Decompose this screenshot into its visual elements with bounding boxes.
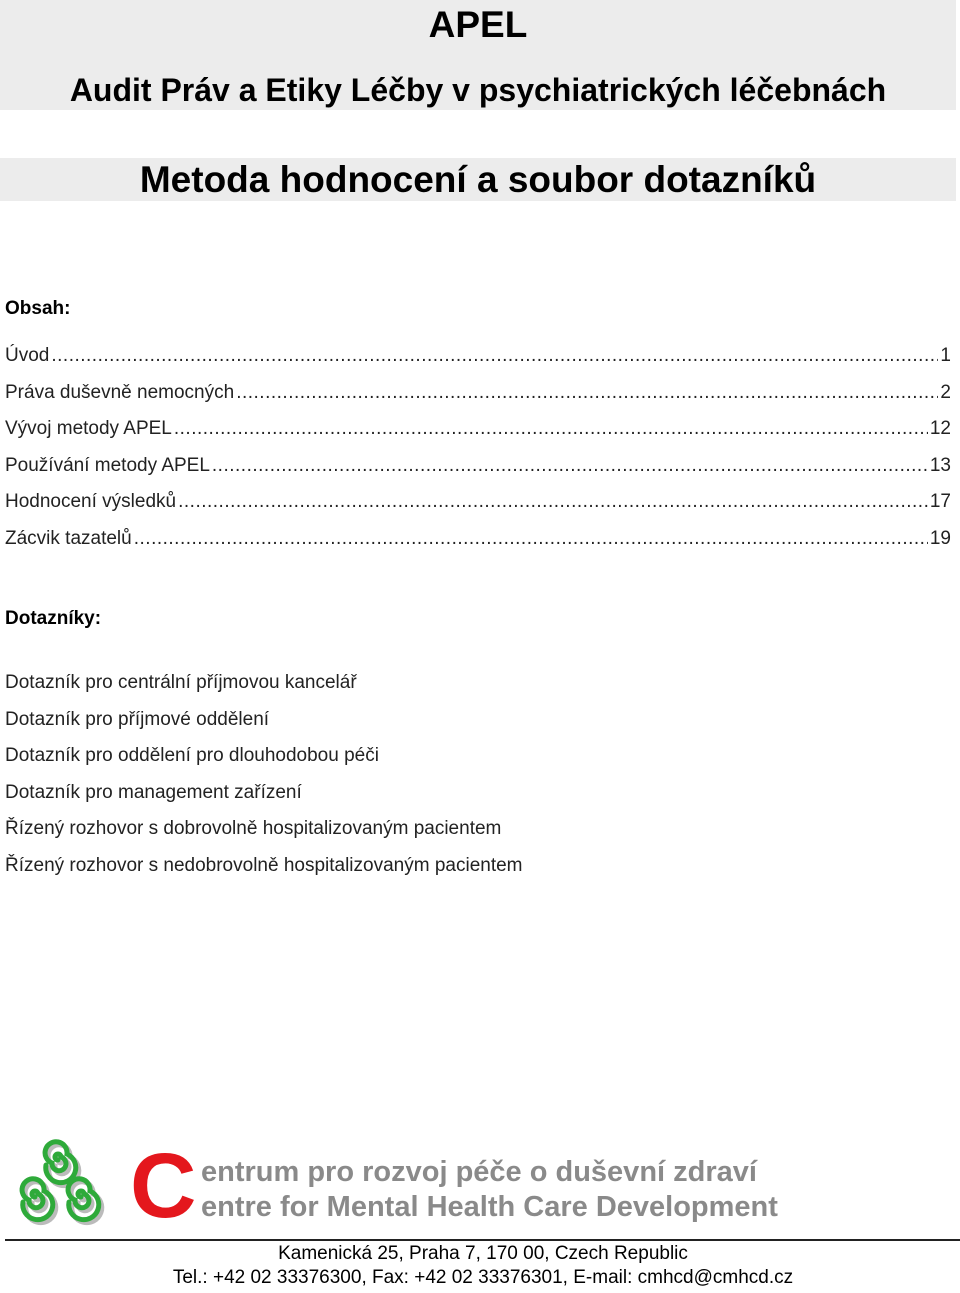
document-heading: Metoda hodnocení a soubor dotazníků bbox=[139, 159, 817, 200]
toc-entry-label: Vývoj metody APEL bbox=[5, 418, 172, 440]
organization-name-cz: entrum pro rozvoj péče o duševní zdraví bbox=[201, 1156, 757, 1188]
toc-entry[interactable] bbox=[5, 345, 951, 382]
toc-entry[interactable] bbox=[5, 528, 951, 565]
toc-leader-dots bbox=[236, 382, 938, 404]
toc-entry-label: Práva duševně nemocných bbox=[5, 381, 235, 403]
footer-divider bbox=[5, 1239, 960, 1241]
list-item: Řízený rozhovor s dobrovolně hospitalizovaným pacientem bbox=[5, 818, 502, 840]
toc-entry[interactable] bbox=[5, 491, 951, 528]
toc-entry-page: 19 bbox=[929, 527, 951, 549]
toc-entry-label: Hodnocení výsledků bbox=[5, 491, 177, 513]
contents-heading: Obsah: bbox=[5, 298, 71, 319]
toc-leader-dots bbox=[134, 528, 928, 550]
logo-letter-c: C bbox=[130, 1135, 197, 1237]
list-item: Dotazník pro centrální příjmovou kancelář bbox=[5, 672, 357, 693]
document-title: APEL bbox=[428, 4, 528, 45]
list-item: Dotazník pro management zařízení bbox=[5, 781, 302, 803]
toc-leader-dots bbox=[174, 418, 928, 440]
footer-address: Kamenická 25, Praha 7, 170 00, Czech Republic bbox=[278, 1243, 688, 1264]
toc-entry[interactable] bbox=[5, 455, 951, 492]
toc-entry[interactable] bbox=[5, 418, 951, 455]
organization-name-en: entre for Mental Health Care Development bbox=[201, 1191, 778, 1223]
questionnaires-heading: Dotazníky: bbox=[5, 608, 102, 629]
document-subtitle: Audit Práv a Etiky Léčby v psychiatrických léčebnách bbox=[69, 72, 887, 108]
table-of-contents bbox=[5, 345, 951, 565]
toc-leader-dots bbox=[51, 345, 938, 367]
heading-band bbox=[0, 158, 956, 201]
toc-leader-dots bbox=[212, 455, 928, 477]
triple-spiral-logo-icon bbox=[8, 1132, 108, 1232]
footer-contact: Tel.: +42 02 33376300, Fax: +42 02 33376301, E-mail: cmhcd@cmhcd.cz bbox=[172, 1267, 794, 1288]
questionnaire-list bbox=[5, 672, 523, 892]
list-item: Dotazník pro oddělení pro dlouhodobou péči bbox=[5, 745, 379, 767]
list-item: Dotazník pro příjmové oddělení bbox=[5, 708, 270, 730]
toc-entry[interactable] bbox=[5, 382, 951, 419]
toc-entry-label: Zácvik tazatelů bbox=[5, 527, 132, 549]
list-item: Řízený rozhovor s nedobrovolně hospitalizovaným pacientem bbox=[5, 854, 523, 876]
toc-entry-page: 12 bbox=[929, 418, 951, 440]
toc-entry-page: 2 bbox=[940, 381, 951, 403]
title-band bbox=[0, 0, 956, 110]
toc-entry-label: Úvod bbox=[5, 345, 50, 366]
toc-entry-page: 13 bbox=[929, 454, 951, 476]
toc-entry-page: 1 bbox=[940, 345, 951, 366]
toc-entry-page: 17 bbox=[929, 491, 951, 513]
toc-entry-label: Používání metody APEL bbox=[5, 454, 210, 476]
toc-leader-dots bbox=[178, 491, 928, 513]
